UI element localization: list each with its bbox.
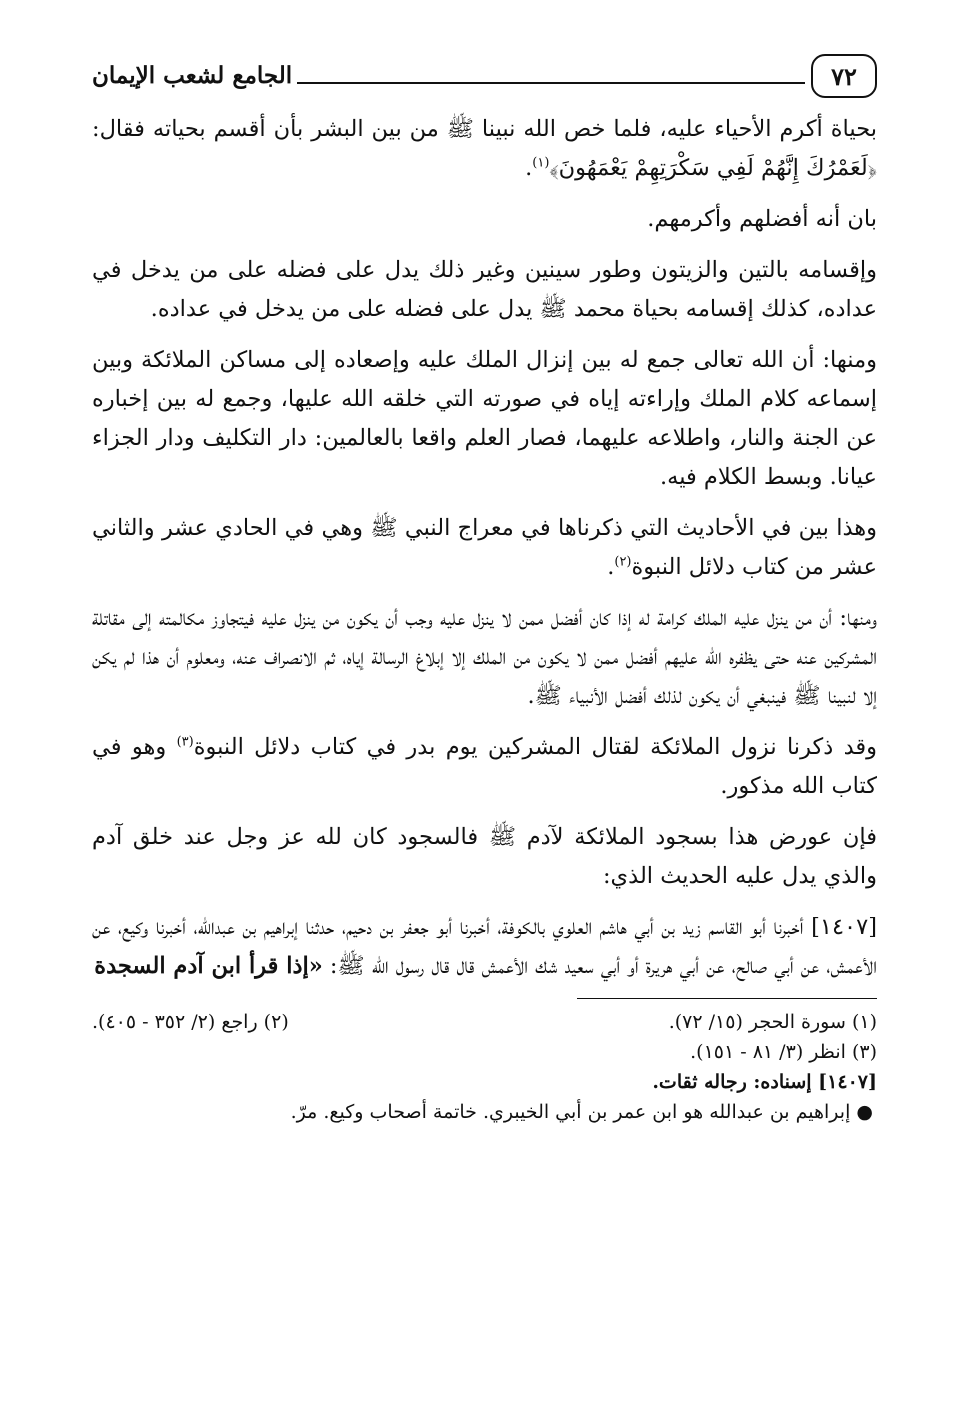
paragraph-2: بان أنه أفضلهم وأكرمهم.: [647, 206, 877, 232]
footnote-4: [١٤٠٧] إسناده: رجاله ثقات.: [652, 1071, 877, 1093]
footnote-ref-3: (٣): [176, 734, 194, 750]
footnote-5: إبراهيم بن عبدالله هو ابن عمر بن أبي الخيبري. خاتمة أصحاب وكيع. مرّ.: [290, 1101, 851, 1123]
footnote-2: (٢) راجع (٢/ ٣٥٢ - ٤٠٥).: [92, 1011, 289, 1033]
footnote-rule: [577, 998, 877, 999]
book-page: [92, 40, 877, 1127]
paragraph-7-text: وقد ذكرنا نزول الملائكة لقتال المشركين يوم بدر في كتاب دلائل النبوة: [193, 734, 878, 760]
footnote-ref-2: (٢): [614, 554, 632, 570]
paragraph-7: [92, 728, 877, 806]
paragraph-5-text: وهذا بين في الأحاديث التي ذكرناها في معراج النبي ﷺ وهي في الحادي عشر والثاني عشر من كتاب دلائل النبوة: [92, 515, 877, 580]
footnote-1: (١) سورة الحجر (١٥/ ٧٢).: [668, 1011, 877, 1033]
page-number: ٧٢: [811, 54, 877, 98]
running-title: الجامع لشعب الإيمان: [92, 62, 293, 89]
paragraph-3: وإقسامه بالتين والزيتون وطور سينين وغير ذلك يدل على فضله على من يدخل في عداده، كذلك إقسامه بحياة محمد ﷺ يدل على فضله على من يدخل في عداده.: [92, 257, 877, 322]
paragraph-6: ومنها: أن من ينزل عليه الملك كرامة له إذا كان أفضل ممن لا ينزل عليه وجب أن يكون من ينزل عليه فيتجاوز مكالمته إلى مقاتلة المشركين عنه حتى يظفره الله عليهم أفضل ممن لا يكون من الملك إلا إبلاغ الرسالة إياه، ثم الانصراف عنه، ومعلوم أن هذا لم يكن إلا لنبينا ﷺ فينبغي أن يكون لذلك أفضل الأنبياء ﷺ.: [92, 605, 877, 709]
page-header: [92, 40, 877, 100]
main-text: [92, 110, 877, 986]
paragraph-5-end: .: [607, 554, 615, 580]
bullet-icon: ●: [856, 1101, 873, 1123]
paragraph-7-end: وهو في كتاب الله مذكور.: [92, 734, 877, 799]
footnote-5-row: [92, 1097, 877, 1127]
paragraph-1-end: .: [525, 155, 533, 181]
footnotes: [92, 1007, 877, 1127]
paragraph-4: ومنها: أن الله تعالى جمع له بين إنزال الملك عليه وإصعاده إلى مساكن الملائكة وبين إسماعه كلام الملك وإراءته إياه في صورته التي خلقه الله عليها، وجمع له بين إخباره عن الجنة والنار، واطلاعه عليهما، فصار العلم واقعا بالعالمين: دار التكليف ودار الجزاء عيانا. وبسط الكلام فيه.: [92, 347, 877, 490]
paragraph-8: فإن عورض هذا بسجود الملائكة لآدم ﷺ فالسجود كان لله عز وجل عند خلق آدم والذي يدل عليه الحديث الذي:: [92, 824, 877, 889]
paragraph-1-text: بحياة أكرم الأحياء عليه، فلما خص الله نبينا ﷺ من بين البشر بأن أقسم بحياته فقال: ﴿لَعَمْرُكَ إِنَّهُمْ لَفِي سَكْرَتِهِمْ يَعْمَهُونَ﴾: [92, 116, 877, 181]
paragraph-5: [92, 509, 877, 587]
paragraph-1: [92, 110, 877, 188]
paragraph-9-text: [١٤٠٧] أخبرنا أبو القاسم زيد بن أبي هاشم العلوي بالكوفة، أخبرنا أبو جعفر بن دحيم، حدثنا إبراهيم بن عبدالله، أخبرنا وكيع، عن الأعمش، عن أبي صالح، عن أبي هريرة أو أبي سعيد شك الأعمش قال قال رسول الله ﷺ:: [92, 914, 877, 979]
footnote-ref-1: (١): [532, 155, 550, 171]
header-rule: [297, 82, 805, 84]
hadith-quote: «إذا قرأ ابن آدم السجدة: [94, 953, 323, 979]
paragraph-9: [92, 908, 877, 986]
footnote-3: (٣) انظر (٣/ ٨١ - ١٥١).: [690, 1041, 877, 1063]
footnote-row-1: [92, 1007, 877, 1037]
